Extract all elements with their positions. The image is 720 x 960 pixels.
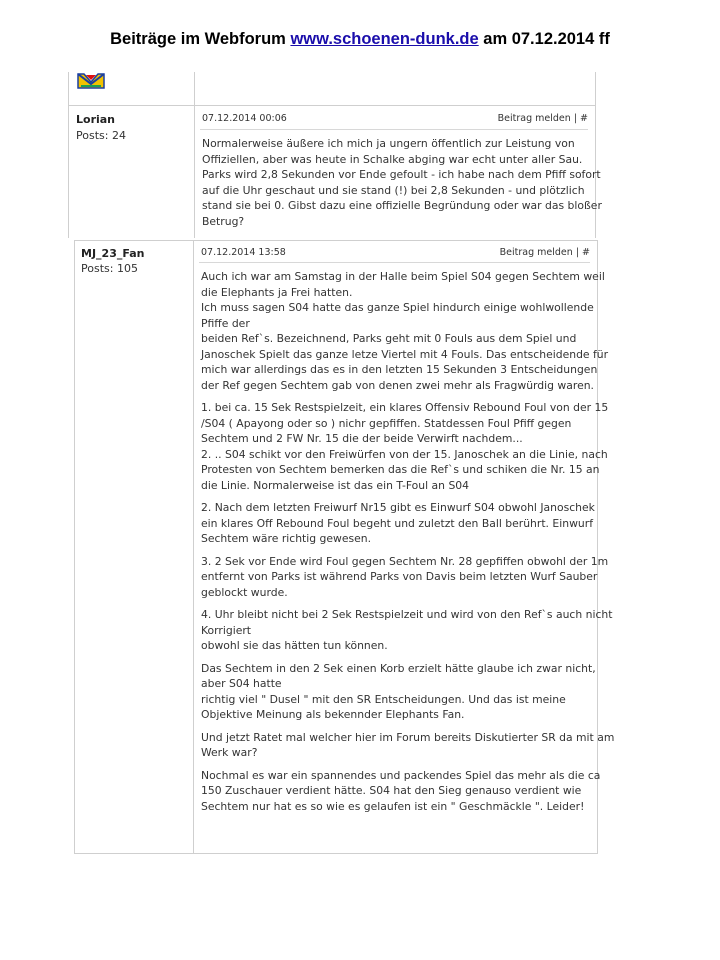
post-line: Das Sechtem in den 2 Sek einen Korb erzielt hätte glaube ich zwar nicht, <box>201 661 596 675</box>
forum-post <box>74 240 615 854</box>
report-post-link[interactable]: Beitrag melden | # <box>497 113 588 124</box>
post-line: richtig viel " Dusel " mit den SR Entscheidungen. Und das ist meine <box>201 692 566 706</box>
page-title <box>0 30 720 49</box>
post-paragraph <box>201 500 614 547</box>
report-post-link[interactable]: Beitrag melden | # <box>499 247 590 258</box>
post-date: 07.12.2014 13:58 <box>201 247 286 258</box>
post-count: Posts: 105 <box>81 262 138 275</box>
post-author[interactable]: MJ_23_Fan <box>81 247 145 260</box>
row-divider <box>69 105 595 106</box>
title-prefix: Beiträge im Webforum <box>110 30 291 48</box>
column-divider <box>194 72 195 238</box>
post-line: obwohl sie das hätten tun können. <box>201 639 388 652</box>
post-line: Werk war? <box>201 746 258 759</box>
post-paragraph <box>201 607 614 654</box>
post-line: Betrug? <box>202 214 245 228</box>
post-paragraph <box>201 730 614 761</box>
post-line: Und jetzt Ratet mal welcher hier im Forum bereits Diskutierter SR da mit am <box>201 730 615 744</box>
post-line: aber S04 hatte <box>201 677 282 690</box>
post-paragraph <box>201 661 614 723</box>
post-line: beiden Ref`s. Bezeichnend, Parks geht mit 0 Fouls aus dem Spiel und <box>201 332 577 345</box>
post-paragraph <box>201 768 614 815</box>
post-paragraph <box>201 554 614 601</box>
post-paragraph <box>201 269 614 393</box>
post-line: Auch ich war am Samstag in der Halle beim Spiel S04 gegen Sechtem weil <box>201 270 605 283</box>
post-date: 07.12.2014 00:06 <box>202 113 287 124</box>
post-line: /S04 ( Apayong oder so ) nichr gepfiffen. Statdessen Foul Pfiff gegen <box>201 416 572 430</box>
column-divider <box>193 241 194 853</box>
post-line: der Ref gegen Sechtem gab von denen zwei mehr als Fragwürdig waren. <box>201 378 594 392</box>
post-line: auf die Uhr geschaut und sie stand (!) bei 2,8 Sekunden - und plötzlich <box>202 183 585 197</box>
post-paragraph <box>201 400 614 493</box>
title-suffix: am 07.12.2014 ff <box>478 30 610 48</box>
post-line: die Elephants ja Frei hatten. <box>201 285 353 299</box>
post-line: Parks wird 2,8 Sekunden vor Ende gefoult - ich habe nach dem Pfiff sofort <box>202 168 601 181</box>
post-line: Sechtem und 2 FW Nr. 15 die der beide Verwirft nachdem... <box>201 432 523 445</box>
forum-logo-icon <box>77 72 105 90</box>
post-line: geblockt wurde. <box>201 585 288 599</box>
meta-separator <box>200 129 588 130</box>
post-body <box>201 269 614 821</box>
post-line: Janoschek Spielt das ganze letze Viertel mit 4 Fouls. Das entscheidende für <box>201 347 609 361</box>
post-line: Nochmal es war ein spannendes und packendes Spiel das mehr als die ca <box>201 768 601 782</box>
post-line: 3. 2 Sek vor Ende wird Foul gegen Sechtem Nr. 28 gepfiffen obwohl der 1m <box>201 554 609 568</box>
post-line: stand sie bei 0. Gibst dazu eine offizielle Begründung oder war das bloßer <box>202 199 602 212</box>
forum-link[interactable]: www.schoenen-dunk.de <box>290 30 479 48</box>
post-body <box>202 136 602 229</box>
meta-separator <box>199 262 590 263</box>
post-line: Ich muss sagen S04 hatte das ganze Spiel hindurch einige wohlwollende <box>201 301 594 314</box>
post-line: 150 Zuschauer verdient hätte. S04 hat den Sieg genauso verdient wie <box>201 784 582 797</box>
post-line: Pfiffe der <box>201 316 250 330</box>
post-count: Posts: 24 <box>76 129 126 142</box>
post-line: Objektive Meinung als bekennder Elephants Fan. <box>201 708 465 721</box>
post-author[interactable]: Lorian <box>76 113 116 126</box>
post-line: Normalerweise äußere ich mich ja ungern öffentlich zur Leistung von <box>202 137 575 150</box>
post-line: Offiziellen, aber was heute in Schalke abging war echt unter aller Sau. <box>202 152 583 166</box>
post-line: 4. Uhr bleibt nicht bei 2 Sek Restspielzeit und wird von den Ref`s auch nicht <box>201 608 613 621</box>
post-line: 2. Nach dem letzten Freiwurf Nr15 gibt es Einwurf S04 obwohl Janoschek <box>201 501 595 514</box>
post-line: Korrigiert <box>201 623 252 637</box>
forum-post <box>68 72 602 238</box>
post-line: die Linie. Normalerweise ist das ein T-Foul an S04 <box>201 478 470 492</box>
post-line: Sechtem wäre richtig gewesen. <box>201 532 372 545</box>
post-line: entfernt von Parks ist während Parks von Davis beim letzten Wurf Sauber <box>201 570 598 583</box>
post-line: Protesten von Sechtem bemerken das die Ref`s und schiken die Nr. 15 an <box>201 463 600 476</box>
post-line: 1. bei ca. 15 Sek Restspielzeit, ein klares Offensiv Rebound Foul von der 15 <box>201 401 609 414</box>
post-line: Sechtem nur hat es so wie es gelaufen ist ein " Geschmäckle ". Leider! <box>201 799 585 813</box>
post-line: mich war allerdings das es in den letzten 15 Sekunden 3 Entscheidungen <box>201 363 598 376</box>
post-line: 2. .. S04 schikt vor den Freiwürfen von der 15. Janoschek an die Linie, nach <box>201 447 608 461</box>
post-line: ein klares Off Rebound Foul begeht und zuletzt den Ball berührt. Einwurf <box>201 516 594 530</box>
